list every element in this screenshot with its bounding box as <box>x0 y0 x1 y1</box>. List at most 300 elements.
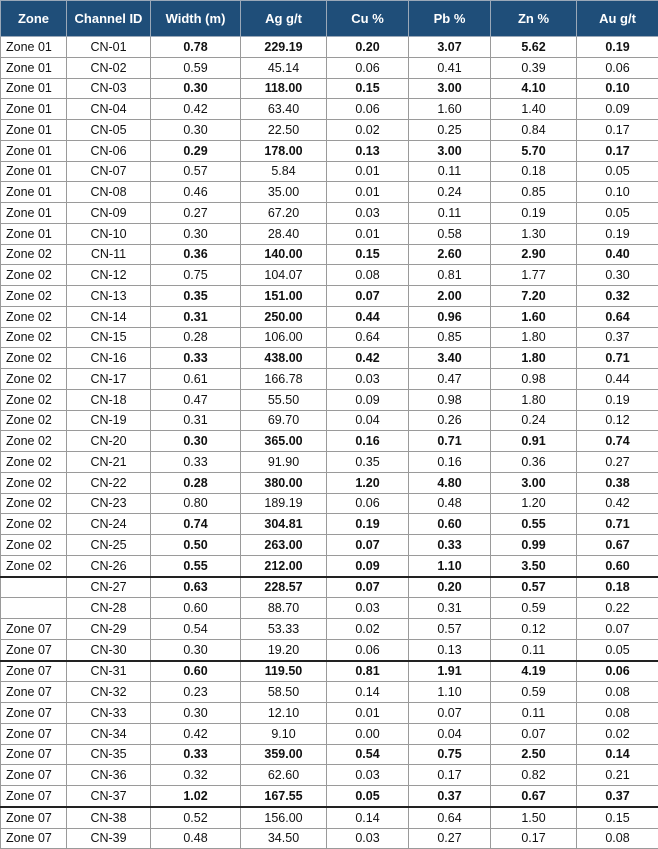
channel-id-cell: CN-22 <box>67 472 151 493</box>
channel-id-cell: CN-37 <box>67 786 151 807</box>
cu-cell: 0.07 <box>327 535 409 556</box>
zn-cell: 0.18 <box>491 161 577 182</box>
ag-cell: 304.81 <box>241 514 327 535</box>
cu-cell: 0.16 <box>327 431 409 452</box>
pb-cell: 3.00 <box>409 78 491 99</box>
ag-cell: 91.90 <box>241 452 327 473</box>
zn-cell: 0.11 <box>491 639 577 660</box>
width-cell: 0.30 <box>151 703 241 724</box>
cu-cell: 0.54 <box>327 744 409 765</box>
pb-cell: 0.48 <box>409 493 491 514</box>
channel-id-cell: CN-08 <box>67 182 151 203</box>
au-cell: 0.08 <box>577 828 658 849</box>
au-cell: 0.40 <box>577 244 658 265</box>
ag-cell: 156.00 <box>241 807 327 828</box>
cu-cell: 0.00 <box>327 723 409 744</box>
zn-cell: 0.85 <box>491 182 577 203</box>
cu-cell: 0.03 <box>327 598 409 619</box>
au-cell: 0.37 <box>577 786 658 807</box>
channel-id-cell: CN-07 <box>67 161 151 182</box>
ag-cell: 166.78 <box>241 369 327 390</box>
au-cell: 0.74 <box>577 431 658 452</box>
zone-cell: Zone 02 <box>1 327 67 348</box>
channel-id-cell: CN-34 <box>67 723 151 744</box>
zone-cell: Zone 07 <box>1 703 67 724</box>
channel-id-cell: CN-10 <box>67 223 151 244</box>
pb-cell: 0.96 <box>409 306 491 327</box>
zn-cell: 0.12 <box>491 619 577 640</box>
au-cell: 0.18 <box>577 577 658 598</box>
zn-cell: 4.19 <box>491 661 577 682</box>
cu-cell: 0.06 <box>327 493 409 514</box>
cu-cell: 0.06 <box>327 99 409 120</box>
width-cell: 0.60 <box>151 661 241 682</box>
zone-cell: Zone 02 <box>1 493 67 514</box>
au-cell: 0.71 <box>577 514 658 535</box>
zone-cell <box>1 598 67 619</box>
ag-cell: 263.00 <box>241 535 327 556</box>
pb-cell: 0.16 <box>409 452 491 473</box>
pb-cell: 0.37 <box>409 786 491 807</box>
cu-cell: 0.05 <box>327 786 409 807</box>
pb-cell: 0.75 <box>409 744 491 765</box>
ag-cell: 53.33 <box>241 619 327 640</box>
width-cell: 0.61 <box>151 369 241 390</box>
zn-cell: 0.84 <box>491 120 577 141</box>
zn-cell: 1.60 <box>491 306 577 327</box>
au-cell: 0.08 <box>577 703 658 724</box>
ag-cell: 365.00 <box>241 431 327 452</box>
pb-cell: 0.60 <box>409 514 491 535</box>
au-cell: 0.15 <box>577 807 658 828</box>
ag-cell: 55.50 <box>241 389 327 410</box>
pb-cell: 4.80 <box>409 472 491 493</box>
header-cu: Cu % <box>327 1 409 37</box>
channel-id-cell: CN-02 <box>67 57 151 78</box>
header-row <box>1 1 658 37</box>
table-row <box>1 265 658 286</box>
table-row <box>1 57 658 78</box>
width-cell: 0.50 <box>151 535 241 556</box>
ag-cell: 119.50 <box>241 661 327 682</box>
cu-cell: 0.15 <box>327 78 409 99</box>
width-cell: 0.55 <box>151 555 241 576</box>
pb-cell: 0.31 <box>409 598 491 619</box>
ag-cell: 359.00 <box>241 744 327 765</box>
width-cell: 0.75 <box>151 265 241 286</box>
cu-cell: 0.06 <box>327 57 409 78</box>
width-cell: 0.27 <box>151 203 241 224</box>
au-cell: 0.05 <box>577 639 658 660</box>
channel-id-cell: CN-03 <box>67 78 151 99</box>
channel-id-cell: CN-26 <box>67 555 151 576</box>
ag-cell: 34.50 <box>241 828 327 849</box>
au-cell: 0.44 <box>577 369 658 390</box>
zone-cell: Zone 01 <box>1 37 67 58</box>
width-cell: 0.31 <box>151 410 241 431</box>
cu-cell: 0.01 <box>327 161 409 182</box>
channel-id-cell: CN-14 <box>67 306 151 327</box>
table-row <box>1 598 658 619</box>
au-cell: 0.05 <box>577 161 658 182</box>
cu-cell: 0.01 <box>327 223 409 244</box>
channel-id-cell: CN-30 <box>67 639 151 660</box>
channel-id-cell: CN-17 <box>67 369 151 390</box>
pb-cell: 3.40 <box>409 348 491 369</box>
pb-cell: 0.98 <box>409 389 491 410</box>
channel-id-cell: CN-33 <box>67 703 151 724</box>
cu-cell: 0.04 <box>327 410 409 431</box>
width-cell: 0.54 <box>151 619 241 640</box>
cu-cell: 0.13 <box>327 140 409 161</box>
ag-cell: 69.70 <box>241 410 327 431</box>
zone-cell: Zone 07 <box>1 723 67 744</box>
au-cell: 0.02 <box>577 723 658 744</box>
zone-cell: Zone 02 <box>1 410 67 431</box>
table-row <box>1 120 658 141</box>
zn-cell: 0.91 <box>491 431 577 452</box>
header-channel-id: Channel ID <box>67 1 151 37</box>
cu-cell: 0.07 <box>327 577 409 598</box>
au-cell: 0.10 <box>577 182 658 203</box>
au-cell: 0.07 <box>577 619 658 640</box>
au-cell: 0.27 <box>577 452 658 473</box>
zone-cell: Zone 01 <box>1 57 67 78</box>
ag-cell: 22.50 <box>241 120 327 141</box>
header-au: Au g/t <box>577 1 658 37</box>
table-row <box>1 786 658 807</box>
table-row <box>1 223 658 244</box>
channel-id-cell: CN-20 <box>67 431 151 452</box>
zn-cell: 0.39 <box>491 57 577 78</box>
ag-cell: 438.00 <box>241 348 327 369</box>
zn-cell: 0.36 <box>491 452 577 473</box>
channel-id-cell: CN-24 <box>67 514 151 535</box>
ag-cell: 5.84 <box>241 161 327 182</box>
zone-cell: Zone 07 <box>1 828 67 849</box>
ag-cell: 58.50 <box>241 682 327 703</box>
ag-cell: 228.57 <box>241 577 327 598</box>
table-row <box>1 723 658 744</box>
width-cell: 0.36 <box>151 244 241 265</box>
table-row <box>1 472 658 493</box>
channel-id-cell: CN-28 <box>67 598 151 619</box>
au-cell: 0.06 <box>577 661 658 682</box>
pb-cell: 2.60 <box>409 244 491 265</box>
ag-cell: 28.40 <box>241 223 327 244</box>
au-cell: 0.19 <box>577 389 658 410</box>
pb-cell: 0.64 <box>409 807 491 828</box>
header-zn: Zn % <box>491 1 577 37</box>
pb-cell: 3.07 <box>409 37 491 58</box>
pb-cell: 3.00 <box>409 140 491 161</box>
cu-cell: 0.06 <box>327 639 409 660</box>
header-zone: Zone <box>1 1 67 37</box>
width-cell: 0.46 <box>151 182 241 203</box>
cu-cell: 0.02 <box>327 120 409 141</box>
zn-cell: 1.80 <box>491 348 577 369</box>
channel-id-cell: CN-36 <box>67 765 151 786</box>
ag-cell: 189.19 <box>241 493 327 514</box>
ag-cell: 106.00 <box>241 327 327 348</box>
width-cell: 0.30 <box>151 120 241 141</box>
width-cell: 0.33 <box>151 452 241 473</box>
cu-cell: 0.15 <box>327 244 409 265</box>
table-row <box>1 682 658 703</box>
pb-cell: 0.25 <box>409 120 491 141</box>
zone-cell: Zone 01 <box>1 120 67 141</box>
cu-cell: 0.42 <box>327 348 409 369</box>
table-row <box>1 493 658 514</box>
table-row <box>1 78 658 99</box>
cu-cell: 0.03 <box>327 765 409 786</box>
zone-cell: Zone 02 <box>1 535 67 556</box>
table-row <box>1 555 658 576</box>
table-row <box>1 619 658 640</box>
zone-cell: Zone 07 <box>1 744 67 765</box>
width-cell: 0.31 <box>151 306 241 327</box>
table-row <box>1 744 658 765</box>
zn-cell: 0.99 <box>491 535 577 556</box>
zn-cell: 3.50 <box>491 555 577 576</box>
channel-id-cell: CN-15 <box>67 327 151 348</box>
au-cell: 0.12 <box>577 410 658 431</box>
ag-cell: 12.10 <box>241 703 327 724</box>
zn-cell: 0.11 <box>491 703 577 724</box>
width-cell: 0.42 <box>151 723 241 744</box>
cu-cell: 0.44 <box>327 306 409 327</box>
width-cell: 0.60 <box>151 598 241 619</box>
channel-id-cell: CN-38 <box>67 807 151 828</box>
zn-cell: 1.20 <box>491 493 577 514</box>
zn-cell: 0.98 <box>491 369 577 390</box>
pb-cell: 0.11 <box>409 203 491 224</box>
channel-id-cell: CN-06 <box>67 140 151 161</box>
au-cell: 0.21 <box>577 765 658 786</box>
cu-cell: 1.20 <box>327 472 409 493</box>
width-cell: 0.28 <box>151 327 241 348</box>
ag-cell: 178.00 <box>241 140 327 161</box>
zone-cell: Zone 02 <box>1 389 67 410</box>
pb-cell: 0.24 <box>409 182 491 203</box>
table-row <box>1 161 658 182</box>
channel-id-cell: CN-35 <box>67 744 151 765</box>
pb-cell: 0.47 <box>409 369 491 390</box>
channel-id-cell: CN-01 <box>67 37 151 58</box>
zone-cell: Zone 01 <box>1 78 67 99</box>
pb-cell: 1.60 <box>409 99 491 120</box>
zn-cell: 1.80 <box>491 327 577 348</box>
pb-cell: 0.27 <box>409 828 491 849</box>
au-cell: 0.71 <box>577 348 658 369</box>
au-cell: 0.17 <box>577 140 658 161</box>
header-width: Width (m) <box>151 1 241 37</box>
width-cell: 0.52 <box>151 807 241 828</box>
ag-cell: 140.00 <box>241 244 327 265</box>
au-cell: 0.64 <box>577 306 658 327</box>
zone-cell: Zone 07 <box>1 765 67 786</box>
cu-cell: 0.09 <box>327 555 409 576</box>
au-cell: 0.22 <box>577 598 658 619</box>
cu-cell: 0.09 <box>327 389 409 410</box>
width-cell: 0.29 <box>151 140 241 161</box>
cu-cell: 0.08 <box>327 265 409 286</box>
cu-cell: 0.03 <box>327 369 409 390</box>
zone-cell: Zone 07 <box>1 807 67 828</box>
channel-id-cell: CN-32 <box>67 682 151 703</box>
au-cell: 0.17 <box>577 120 658 141</box>
table-row <box>1 37 658 58</box>
zn-cell: 1.77 <box>491 265 577 286</box>
ag-cell: 167.55 <box>241 786 327 807</box>
table-body <box>1 37 658 849</box>
pb-cell: 0.04 <box>409 723 491 744</box>
pb-cell: 0.58 <box>409 223 491 244</box>
pb-cell: 0.41 <box>409 57 491 78</box>
ag-cell: 88.70 <box>241 598 327 619</box>
width-cell: 0.30 <box>151 223 241 244</box>
width-cell: 0.57 <box>151 161 241 182</box>
cu-cell: 0.07 <box>327 286 409 307</box>
width-cell: 0.78 <box>151 37 241 58</box>
zone-cell: Zone 02 <box>1 306 67 327</box>
channel-id-cell: CN-12 <box>67 265 151 286</box>
pb-cell: 1.10 <box>409 555 491 576</box>
zone-cell <box>1 577 67 598</box>
zone-cell: Zone 02 <box>1 514 67 535</box>
width-cell: 0.30 <box>151 431 241 452</box>
pb-cell: 0.33 <box>409 535 491 556</box>
channel-id-cell: CN-09 <box>67 203 151 224</box>
table-row <box>1 410 658 431</box>
au-cell: 0.32 <box>577 286 658 307</box>
zn-cell: 5.62 <box>491 37 577 58</box>
au-cell: 0.19 <box>577 37 658 58</box>
width-cell: 0.35 <box>151 286 241 307</box>
zn-cell: 0.55 <box>491 514 577 535</box>
zn-cell: 4.10 <box>491 78 577 99</box>
au-cell: 0.06 <box>577 57 658 78</box>
channel-id-cell: CN-13 <box>67 286 151 307</box>
ag-cell: 63.40 <box>241 99 327 120</box>
ag-cell: 62.60 <box>241 765 327 786</box>
ag-cell: 45.14 <box>241 57 327 78</box>
zone-cell: Zone 02 <box>1 286 67 307</box>
ag-cell: 212.00 <box>241 555 327 576</box>
zone-cell: Zone 01 <box>1 161 67 182</box>
zone-cell: Zone 02 <box>1 452 67 473</box>
channel-id-cell: CN-11 <box>67 244 151 265</box>
ag-cell: 151.00 <box>241 286 327 307</box>
pb-cell: 0.11 <box>409 161 491 182</box>
zn-cell: 7.20 <box>491 286 577 307</box>
zone-cell: Zone 02 <box>1 431 67 452</box>
width-cell: 0.74 <box>151 514 241 535</box>
width-cell: 0.80 <box>151 493 241 514</box>
channel-id-cell: CN-18 <box>67 389 151 410</box>
table-row <box>1 661 658 682</box>
pb-cell: 0.13 <box>409 639 491 660</box>
zn-cell: 1.50 <box>491 807 577 828</box>
zn-cell: 3.00 <box>491 472 577 493</box>
pb-cell: 0.26 <box>409 410 491 431</box>
cu-cell: 0.03 <box>327 828 409 849</box>
table-row <box>1 306 658 327</box>
table-row <box>1 828 658 849</box>
pb-cell: 1.10 <box>409 682 491 703</box>
table-row <box>1 639 658 660</box>
zone-cell: Zone 02 <box>1 472 67 493</box>
ag-cell: 67.20 <box>241 203 327 224</box>
width-cell: 0.30 <box>151 639 241 660</box>
au-cell: 0.10 <box>577 78 658 99</box>
zone-cell: Zone 01 <box>1 203 67 224</box>
cu-cell: 0.01 <box>327 182 409 203</box>
channel-id-cell: CN-19 <box>67 410 151 431</box>
header-ag: Ag g/t <box>241 1 327 37</box>
table-row <box>1 535 658 556</box>
width-cell: 0.63 <box>151 577 241 598</box>
zn-cell: 0.17 <box>491 828 577 849</box>
pb-cell: 0.20 <box>409 577 491 598</box>
table-row <box>1 99 658 120</box>
table-row <box>1 765 658 786</box>
au-cell: 0.14 <box>577 744 658 765</box>
pb-cell: 0.17 <box>409 765 491 786</box>
zone-cell: Zone 02 <box>1 369 67 390</box>
table-row <box>1 140 658 161</box>
zn-cell: 2.50 <box>491 744 577 765</box>
table-row <box>1 389 658 410</box>
table-row <box>1 431 658 452</box>
width-cell: 0.33 <box>151 348 241 369</box>
ag-cell: 9.10 <box>241 723 327 744</box>
zn-cell: 1.40 <box>491 99 577 120</box>
zn-cell: 0.67 <box>491 786 577 807</box>
cu-cell: 0.14 <box>327 807 409 828</box>
au-cell: 0.05 <box>577 203 658 224</box>
zone-cell: Zone 07 <box>1 661 67 682</box>
zone-cell: Zone 02 <box>1 265 67 286</box>
width-cell: 0.59 <box>151 57 241 78</box>
pb-cell: 0.71 <box>409 431 491 452</box>
cu-cell: 0.03 <box>327 203 409 224</box>
pb-cell: 0.81 <box>409 265 491 286</box>
zn-cell: 0.59 <box>491 682 577 703</box>
zn-cell: 5.70 <box>491 140 577 161</box>
zone-cell: Zone 02 <box>1 555 67 576</box>
table-row <box>1 348 658 369</box>
table-row <box>1 182 658 203</box>
width-cell: 0.47 <box>151 389 241 410</box>
table-row <box>1 514 658 535</box>
table-row <box>1 286 658 307</box>
zn-cell: 1.80 <box>491 389 577 410</box>
zone-cell: Zone 07 <box>1 786 67 807</box>
table-row <box>1 577 658 598</box>
channel-id-cell: CN-31 <box>67 661 151 682</box>
au-cell: 0.09 <box>577 99 658 120</box>
au-cell: 0.37 <box>577 327 658 348</box>
width-cell: 0.30 <box>151 78 241 99</box>
au-cell: 0.30 <box>577 265 658 286</box>
ag-cell: 118.00 <box>241 78 327 99</box>
zone-cell: Zone 02 <box>1 244 67 265</box>
width-cell: 0.42 <box>151 99 241 120</box>
zone-cell: Zone 07 <box>1 639 67 660</box>
cu-cell: 0.64 <box>327 327 409 348</box>
zn-cell: 0.07 <box>491 723 577 744</box>
